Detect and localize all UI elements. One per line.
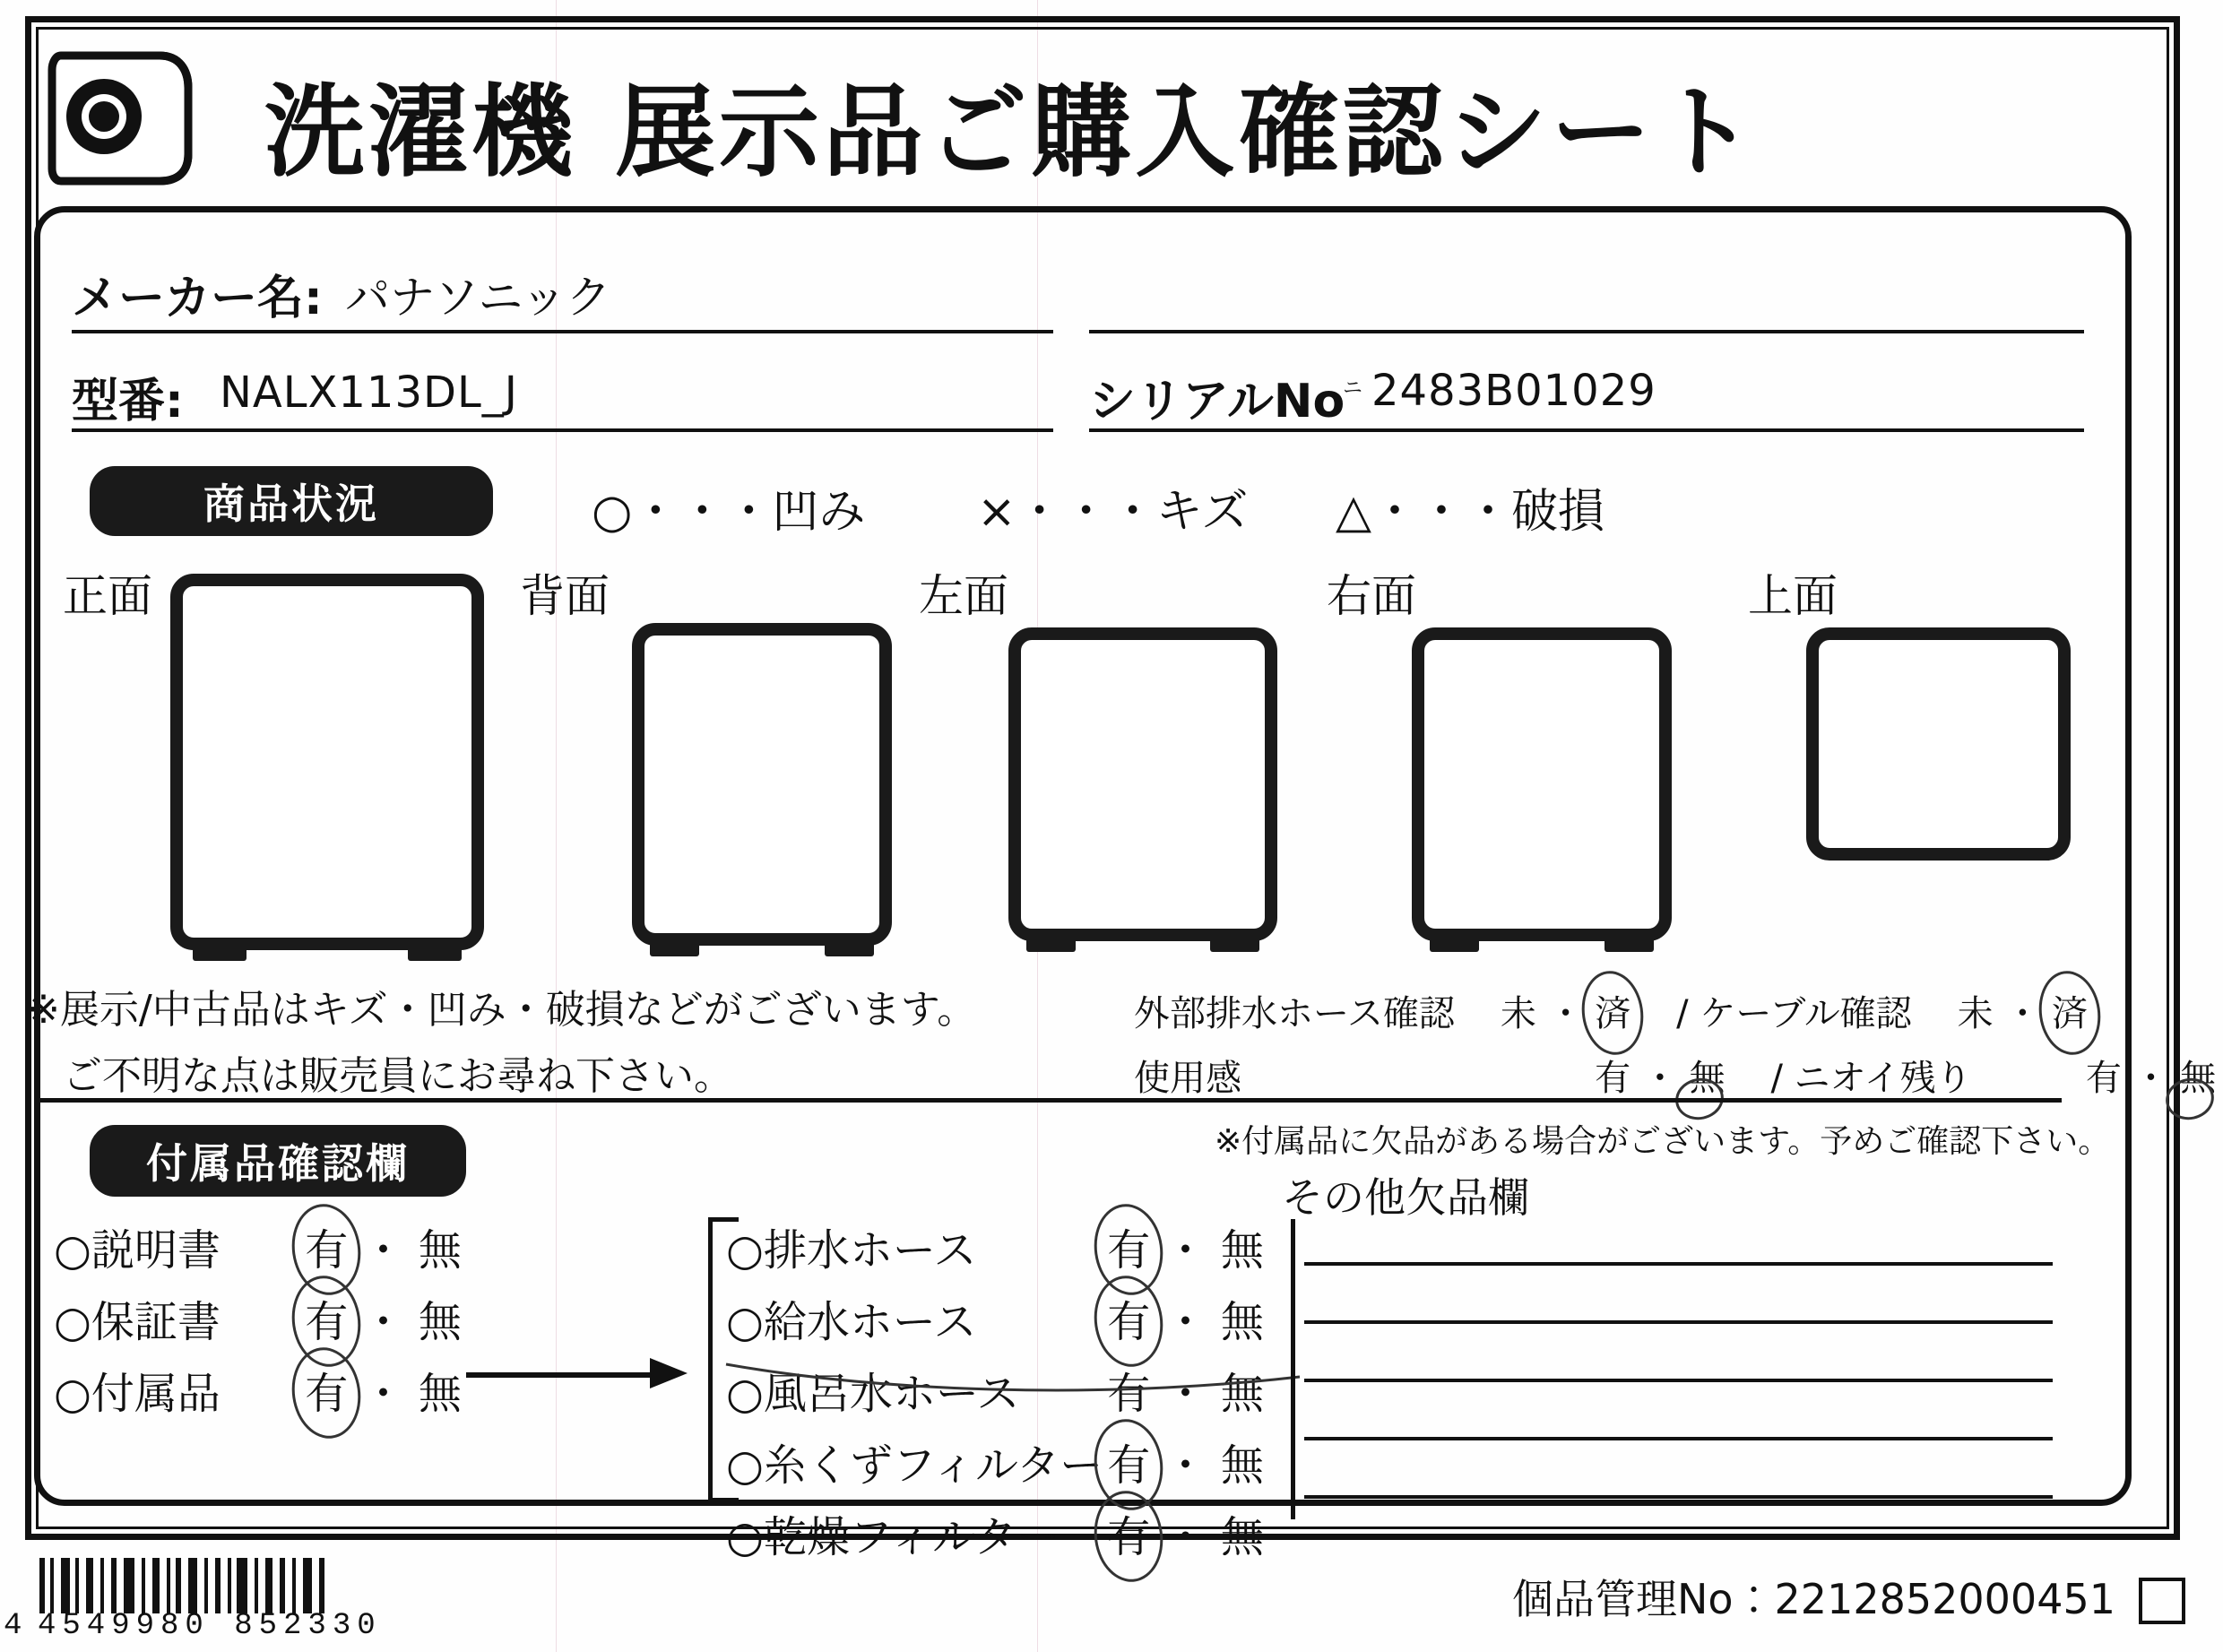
accessory-name: ○排水ホース: [726, 1225, 977, 1276]
accessory-no[interactable]: 無: [418, 1225, 462, 1276]
accessory-no[interactable]: 無: [1220, 1297, 1264, 1347]
check-separator: ・: [2004, 993, 2041, 1034]
condition-note-1: ※展示/中古品はキズ・凹み・破損などがございます。: [27, 987, 977, 1033]
face-foot: [193, 947, 247, 961]
accessories-left-list: [54, 1215, 462, 1430]
check-option-usage-no-selected[interactable]: 無: [1690, 1046, 1726, 1111]
accessories-badge: 付属品確認欄: [90, 1125, 466, 1197]
accessory-yes-selected[interactable]: 有: [1107, 1215, 1150, 1286]
check-option-not-done[interactable]: 未: [1500, 993, 1536, 1034]
legend-damage: △・・・破損: [1336, 485, 1605, 539]
list-item[interactable]: [54, 1358, 462, 1430]
accessories-note: ※付属品に欠品がある場合がございます。予めご確認下さい。: [1215, 1123, 2111, 1160]
check-separator: ・: [1547, 993, 1584, 1034]
serial-value[interactable]: 2483B01029: [1371, 366, 1656, 416]
model-value[interactable]: NALX113DL_J: [220, 368, 518, 418]
accessory-name: ○乾燥フィルター: [726, 1512, 1060, 1562]
list-item[interactable]: [726, 1430, 1264, 1501]
check-separator: ・: [1641, 1058, 1678, 1099]
face-label-left: 左面: [919, 570, 1008, 622]
model-rule: [72, 428, 1053, 432]
accessory-no[interactable]: 無: [1220, 1512, 1264, 1562]
accessory-no[interactable]: 無: [1220, 1440, 1264, 1491]
accessory-separator: ・: [361, 1297, 405, 1347]
footer-checkbox[interactable]: [2139, 1578, 2185, 1624]
face-drawing-top[interactable]: [1806, 627, 2071, 861]
accessory-yes-selected[interactable]: 有: [1107, 1501, 1150, 1573]
face-label-top: 上面: [1748, 570, 1838, 622]
face-drawing-left[interactable]: [1008, 627, 1277, 941]
face-foot: [1026, 938, 1076, 952]
barcode-digits: 4549980 852330: [38, 1609, 382, 1643]
write-line[interactable]: [1304, 1437, 2053, 1440]
accessory-separator: ・: [1163, 1512, 1207, 1562]
check-option-done-selected[interactable]: 済: [1595, 982, 1630, 1046]
accessory-yes-selected[interactable]: 有: [305, 1215, 348, 1286]
accessory-name: ○保証書: [54, 1297, 221, 1347]
model-label: 型番:: [72, 375, 184, 428]
check-separator: ・: [2132, 1058, 2169, 1099]
handwritten-strike: [717, 1345, 1309, 1416]
serial-rule: [1089, 428, 2084, 432]
check-label-cable: / ケーブル確認: [1676, 993, 1912, 1034]
washing-machine-icon: [45, 47, 197, 188]
control-number-label: 個品管理No：: [1511, 1575, 1775, 1623]
check-label-drain-hose: 外部排水ホース確認: [1134, 993, 1455, 1034]
legend-scratch: ×・・・キズ: [977, 485, 1249, 539]
check-option-odor-yes[interactable]: 有: [2085, 1058, 2122, 1099]
accessory-separator: ・: [361, 1369, 405, 1419]
check-label-usage: 使用感: [1134, 1058, 1241, 1099]
face-foot: [1430, 938, 1479, 952]
face-label-right: 右面: [1327, 570, 1416, 622]
page-title: 洗濯機 展示品ご購入確認シート: [264, 74, 1759, 191]
face-foot: [825, 942, 874, 956]
face-drawing-right[interactable]: [1412, 627, 1672, 941]
face-drawing-back[interactable]: [632, 623, 892, 946]
accessory-name: ○付属品: [54, 1369, 221, 1419]
accessory-yes[interactable]: 有: [1107, 1369, 1151, 1419]
check-option-cable-done-selected[interactable]: 済: [2052, 982, 2088, 1046]
accessory-yes-selected[interactable]: 有: [1107, 1286, 1150, 1358]
accessory-yes-selected[interactable]: 有: [1107, 1430, 1150, 1501]
barcode-lead-digit: 4: [4, 1609, 22, 1643]
accessory-separator: ・: [1163, 1440, 1207, 1491]
accessory-yes-selected[interactable]: 有: [305, 1286, 348, 1358]
write-line[interactable]: [1304, 1262, 2053, 1266]
face-drawing-front[interactable]: [170, 574, 484, 950]
list-item[interactable]: [54, 1286, 462, 1358]
condition-notes: [27, 977, 976, 1110]
face-foot: [408, 947, 462, 961]
accessory-name: ○説明書: [54, 1225, 221, 1276]
accessory-name: ○給水ホース: [726, 1297, 977, 1347]
section-divider: [36, 1098, 2062, 1103]
write-line[interactable]: [1304, 1495, 2053, 1499]
legend-dent: ○・・・凹み: [592, 485, 866, 539]
accessory-separator: ・: [1163, 1225, 1207, 1276]
maker-label: メーカー名:: [72, 272, 323, 325]
maker-rule-right: [1089, 330, 2084, 333]
arrow-icon: [466, 1370, 690, 1379]
check-option-odor-no-selected[interactable]: 無: [2180, 1046, 2216, 1111]
accessory-name: ○風呂水ホース: [726, 1369, 1020, 1419]
maker-rule: [72, 330, 1053, 333]
accessory-yes-selected[interactable]: 有: [305, 1358, 348, 1430]
face-foot: [650, 942, 699, 956]
barcode: [34, 1558, 330, 1613]
accessory-no[interactable]: 無: [418, 1297, 462, 1347]
face-label-front: 正面: [63, 570, 152, 622]
check-row-drain-hose[interactable]: [1134, 982, 2216, 1046]
accessory-name: ○糸くずフィルター: [726, 1440, 1103, 1491]
accessory-separator: ・: [1163, 1297, 1207, 1347]
condition-note-2: ご不明な点は販売員にお尋ね下さい。: [63, 1053, 733, 1099]
accessory-separator: ・: [361, 1225, 405, 1276]
write-line[interactable]: [1304, 1320, 2053, 1324]
list-item[interactable]: [54, 1215, 462, 1286]
check-option-cable-not-done[interactable]: 未: [1957, 993, 1994, 1034]
status-badge: 商品状況: [90, 466, 493, 536]
accessory-no[interactable]: 無: [1220, 1369, 1264, 1419]
serial-label: シリアルNo: [1089, 375, 1345, 428]
check-label-odor: / ニオイ残り: [1770, 1058, 1972, 1099]
serial-label-suffix: ニ: [1343, 376, 1363, 399]
accessory-no[interactable]: 無: [1220, 1225, 1264, 1276]
other-missing-box[interactable]: [1291, 1219, 2048, 1519]
control-number-value: 2212852000451: [1774, 1575, 2115, 1623]
accessory-separator: ・: [1163, 1369, 1207, 1419]
face-foot: [1210, 938, 1259, 952]
list-item[interactable]: [726, 1215, 1264, 1286]
write-line[interactable]: [1304, 1379, 2053, 1382]
maker-value[interactable]: パナソニック: [345, 272, 611, 324]
control-number: [1512, 1567, 2115, 1626]
accessory-no[interactable]: 無: [418, 1369, 462, 1419]
form-header: [36, 27, 2169, 203]
other-missing-title: その他欠品欄: [1282, 1173, 1529, 1222]
condition-checks: [1134, 982, 2216, 1111]
face-foot: [1605, 938, 1654, 952]
check-option-usage-yes[interactable]: 有: [1595, 1058, 1631, 1099]
face-label-back: 背面: [520, 570, 610, 622]
list-item[interactable]: [726, 1501, 1264, 1573]
